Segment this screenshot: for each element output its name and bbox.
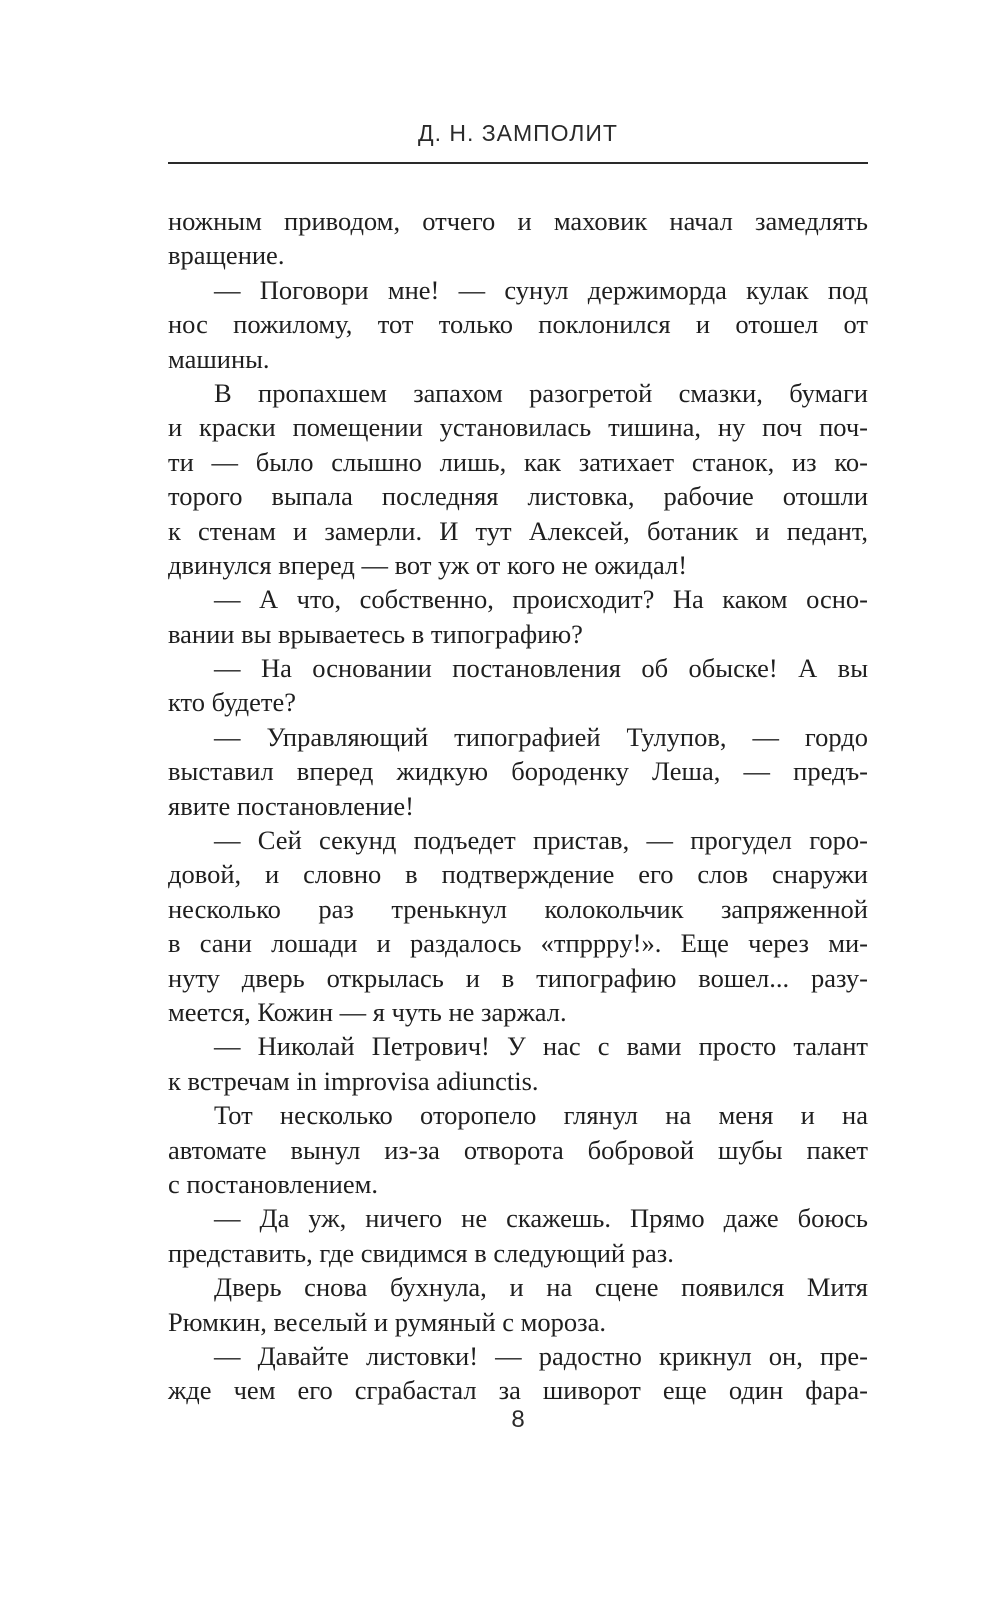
text-line: нуту дверь открылась и в типографию вошел... разу-: [168, 962, 868, 993]
text-line: к стенам и замерли. И тут Алексей, ботаник и педант,: [168, 515, 868, 546]
page-number: 8: [511, 1406, 525, 1433]
header-rule: [168, 162, 868, 164]
text-line: — Николай Петрович! У нас с вами просто талант: [214, 1031, 868, 1062]
running-head: Д. Н. ЗАМПОЛИТ: [418, 120, 618, 146]
text-line: ножным приводом, отчего и маховик начал замедлять: [168, 206, 868, 236]
text-line: с постановлением.: [168, 1168, 379, 1199]
text-line: машины.: [168, 343, 270, 374]
text-line: — Управляющий типографией Тулупов, — гордо: [214, 721, 868, 752]
text-line: двинулся вперед — вот уж от кого не ожидал!: [168, 549, 688, 580]
text-line: явите постановление!: [168, 790, 414, 821]
text-line: — Поговори мне! — сунул держиморда кулак под: [214, 274, 868, 305]
text-line: — А что, собственно, происходит? На каком осно-: [214, 584, 868, 615]
text-line: Рюмкин, веселый и румяный с мороза.: [168, 1306, 607, 1337]
text-line: нос пожилому, тот только поклонился и отошел от: [168, 309, 868, 340]
text-line: несколько раз тренькнул колокольчик запряженной: [168, 893, 868, 924]
text-line: Тот несколько оторопело глянул на меня и на: [214, 1100, 868, 1131]
text-line: В пропахшем запахом разогретой смазки, бумаги: [214, 377, 868, 408]
body-text: [168, 204, 868, 1408]
text-line: — Сей секунд подъедет пристав, — прогудел горо-: [214, 825, 868, 856]
text-line: — Давайте листовки! — радостно крикнул он, пре-: [214, 1340, 868, 1371]
text-line: — Да уж, ничего не скажешь. Прямо даже боюсь: [214, 1203, 868, 1234]
text-line: кто будете?: [168, 687, 297, 718]
text-line: вании вы врываетесь в типографию?: [168, 618, 583, 649]
text-line: представить, где свидимся в следующий раз.: [168, 1237, 674, 1268]
text-line: торого выпала последняя листовка, рабочие отошли: [168, 481, 868, 512]
text-line: вращение.: [168, 240, 285, 271]
text-line: к встречам in improvisa adiunctis.: [168, 1065, 539, 1096]
text-line: выставил вперед жидкую бороденку Леша, — предъ-: [168, 756, 868, 787]
text-line: жде чем его сграбастал за шиворот еще один фара-: [168, 1375, 868, 1406]
text-line: меется, Кожин — я чуть не заржал.: [168, 996, 567, 1027]
text-line: довой, и словно в подтверждение его слов снаружи: [168, 859, 868, 890]
text-line: Дверь снова бухнула, и на сцене появился Митя: [214, 1272, 868, 1303]
text-line: и краски помещении установилась тишина, ну поч поч-: [168, 412, 868, 443]
text-line: в сани лошади и раздалось «тпрppy!». Еще через ми-: [168, 928, 868, 959]
text-line: автомате вынул из-за отворота бобровой шубы пакет: [168, 1134, 868, 1165]
text-line: — На основании постановления об обыске! А вы: [214, 653, 868, 684]
text-line: ти — было слышно лишь, как затихает станок, из ко-: [168, 446, 868, 477]
